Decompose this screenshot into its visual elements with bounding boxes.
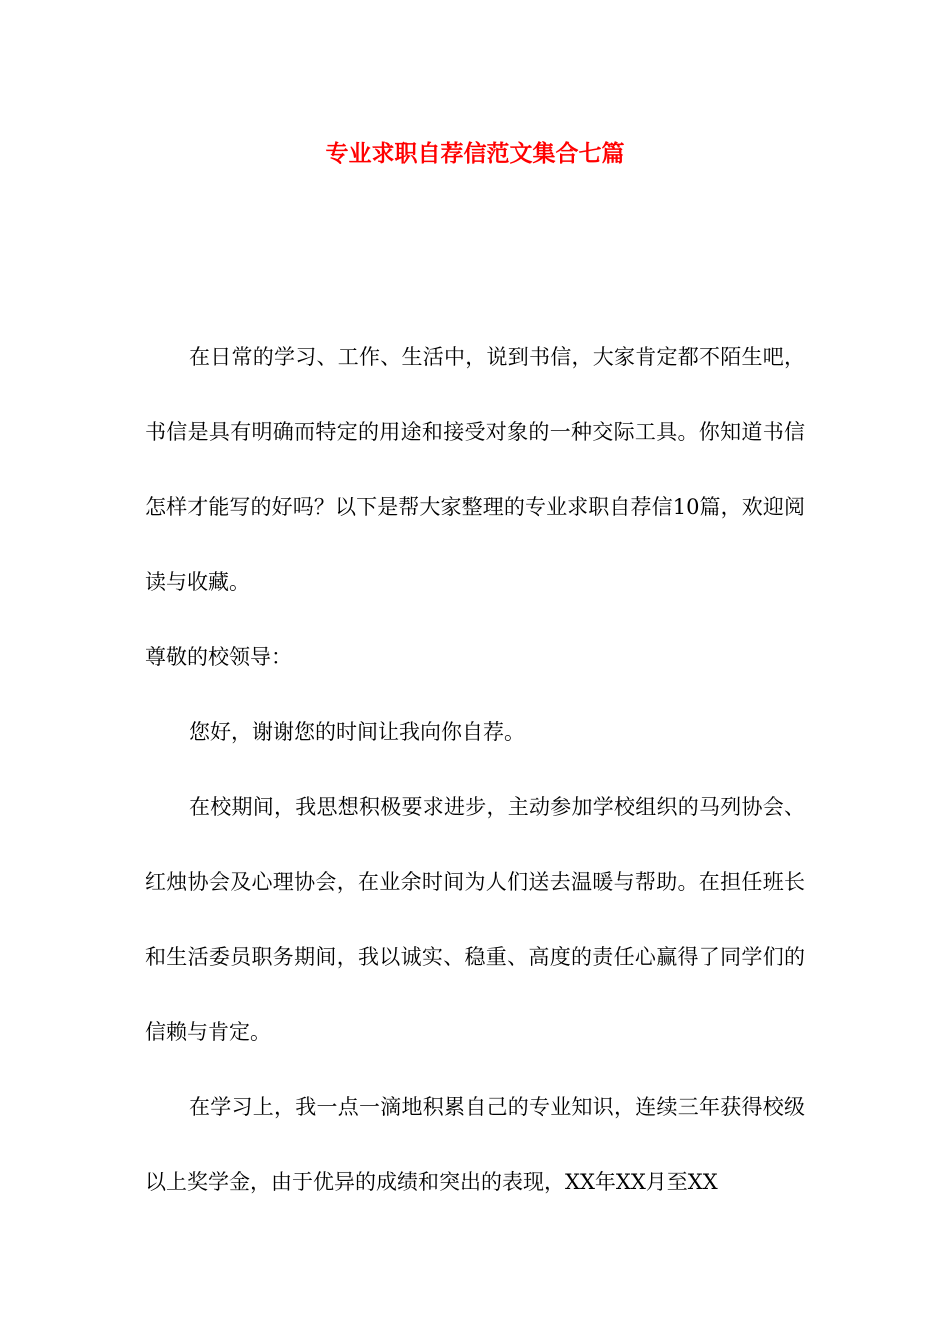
paragraph-salutation: 尊敬的校领导： — [145, 645, 292, 669]
document-title: 专业求职自荐信范文集合七篇 — [325, 141, 625, 167]
paragraph-study: 在学习上，我一点一滴地积累自己的专业知识，连续三年获得校级以上奖学金，由于优异的成绩和突出的表现，XX年XX月至XX — [145, 1095, 805, 1194]
paragraph-greeting: 您好，谢谢您的时间让我向你自荐。 — [189, 720, 525, 744]
paragraph-school-activities: 在校期间，我思想积极要求进步，主动参加学校组织的马列协会、红烛协会及心理协会，在业余时间为人们送去温暖与帮助。在担任班长和生活委员职务期间，我以诚实、稳重、高度的责任心赢得了同学们的信赖与肯定。 — [145, 795, 805, 1044]
document-body — [145, 320, 805, 1220]
paragraph-intro: 在日常的学习、工作、生活中，说到书信，大家肯定都不陌生吧，书信是具有明确而特定的用途和接受对象的一种交际工具。你知道书信怎样才能写的好吗？以下是帮大家整理的专业求职自荐信10篇，欢迎阅读与收藏。 — [145, 345, 805, 594]
